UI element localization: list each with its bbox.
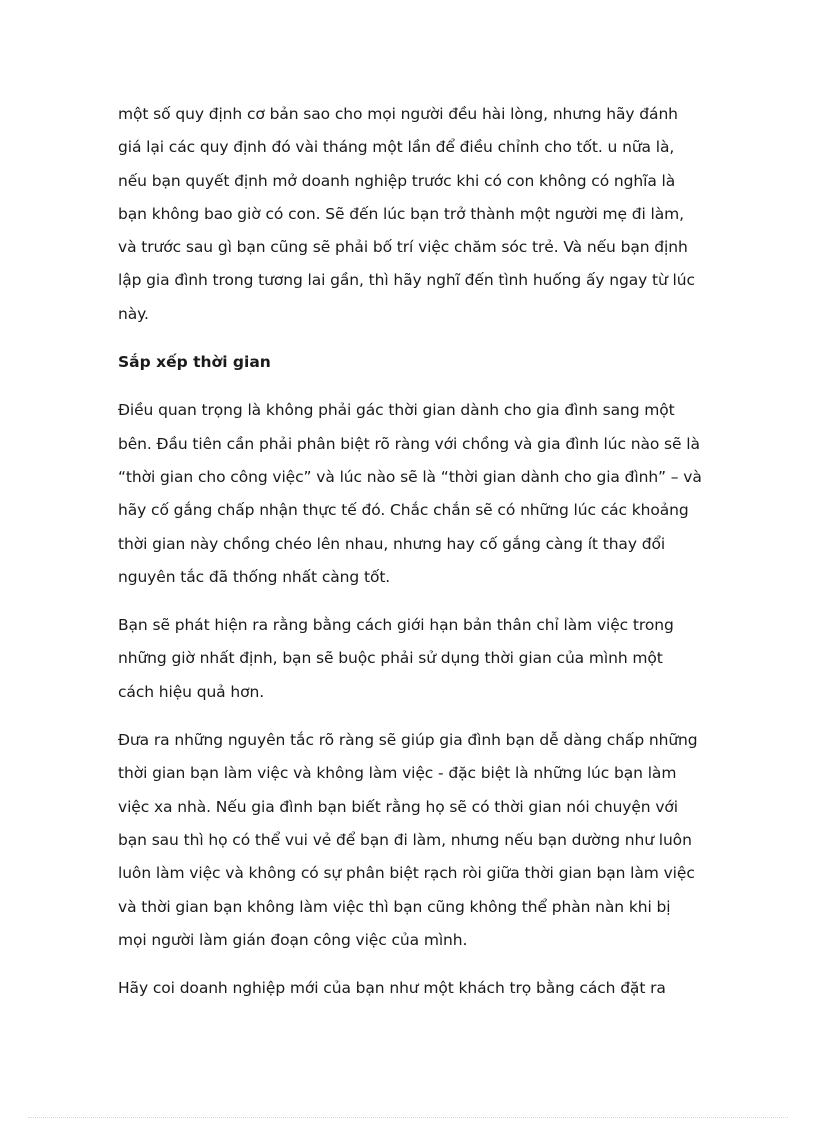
rules-paragraph: Đưa ra những nguyên tắc rõ ràng sẽ giúp gia đình bạn dễ dàng chấp những thời gian bạn làm việc và không làm việc - đặc biệt là những lúc bạn làm việc xa nhà. Nếu gia đình bạn biết rằng họ sẽ có thời gian nói chuyện với bạn sau thì họ có thể vui vẻ để bạn đi làm, nhưng nếu bạn dường như luôn luôn làm việc và không có sự phân biệt rạch ròi giữa thời gian bạn làm việc và thời gian bạn không làm việc thì bạn cũng không thể phàn nàn khi bị mọi người làm gián đoạn công việc của mình. [118,731,698,949]
document-body [118,98,702,1005]
page-bottom-divider [28,1117,788,1118]
closing-paragraph: Hãy coi doanh nghiệp mới của bạn như một khách trọ bằng cách đặt ra [118,979,666,998]
section-heading: Sắp xếp thời gian [118,353,271,372]
efficiency-paragraph: Bạn sẽ phát hiện ra rằng bằng cách giới hạn bản thân chỉ làm việc trong những giờ nhất định, bạn sẽ buộc phải sử dụng thời gian của mình một cách hiệu quả hơn. [118,616,674,701]
schedule-paragraph: Điều quan trọng là không phải gác thời gian dành cho gia đình sang một bên. Đầu tiên cần phải phân biệt rõ ràng với chồng và gia đình lúc nào sẽ là “thời gian cho công việc” và lúc nào sẽ là “thời gian dành cho gia đình” – và hãy cố gắng chấp nhận thực tế đó. Chắc chắn sẽ có những lúc các khoảng thời gian này chồng chéo lên nhau, nhưng hay cố gắng càng ít thay đổi nguyên tắc đã thống nhất càng tốt. [118,401,702,586]
intro-paragraph: một số quy định cơ bản sao cho mọi người đều hài lòng, nhưng hãy đánh giá lại các quy định đó vài tháng một lần để điều chỉnh cho tốt. u nữa là, nếu bạn quyết định mở doanh nghiệp trước khi có con không có nghĩa là bạn không bao giờ có con. Sẽ đến lúc bạn trở thành một người mẹ đi làm, và trước sau gì bạn cũng sẽ phải bố trí việc chăm sóc trẻ. Và nếu bạn định lập gia đình trong tương lai gần, thì hãy nghĩ đến tình huống ấy ngay từ lúc này. [118,105,695,323]
